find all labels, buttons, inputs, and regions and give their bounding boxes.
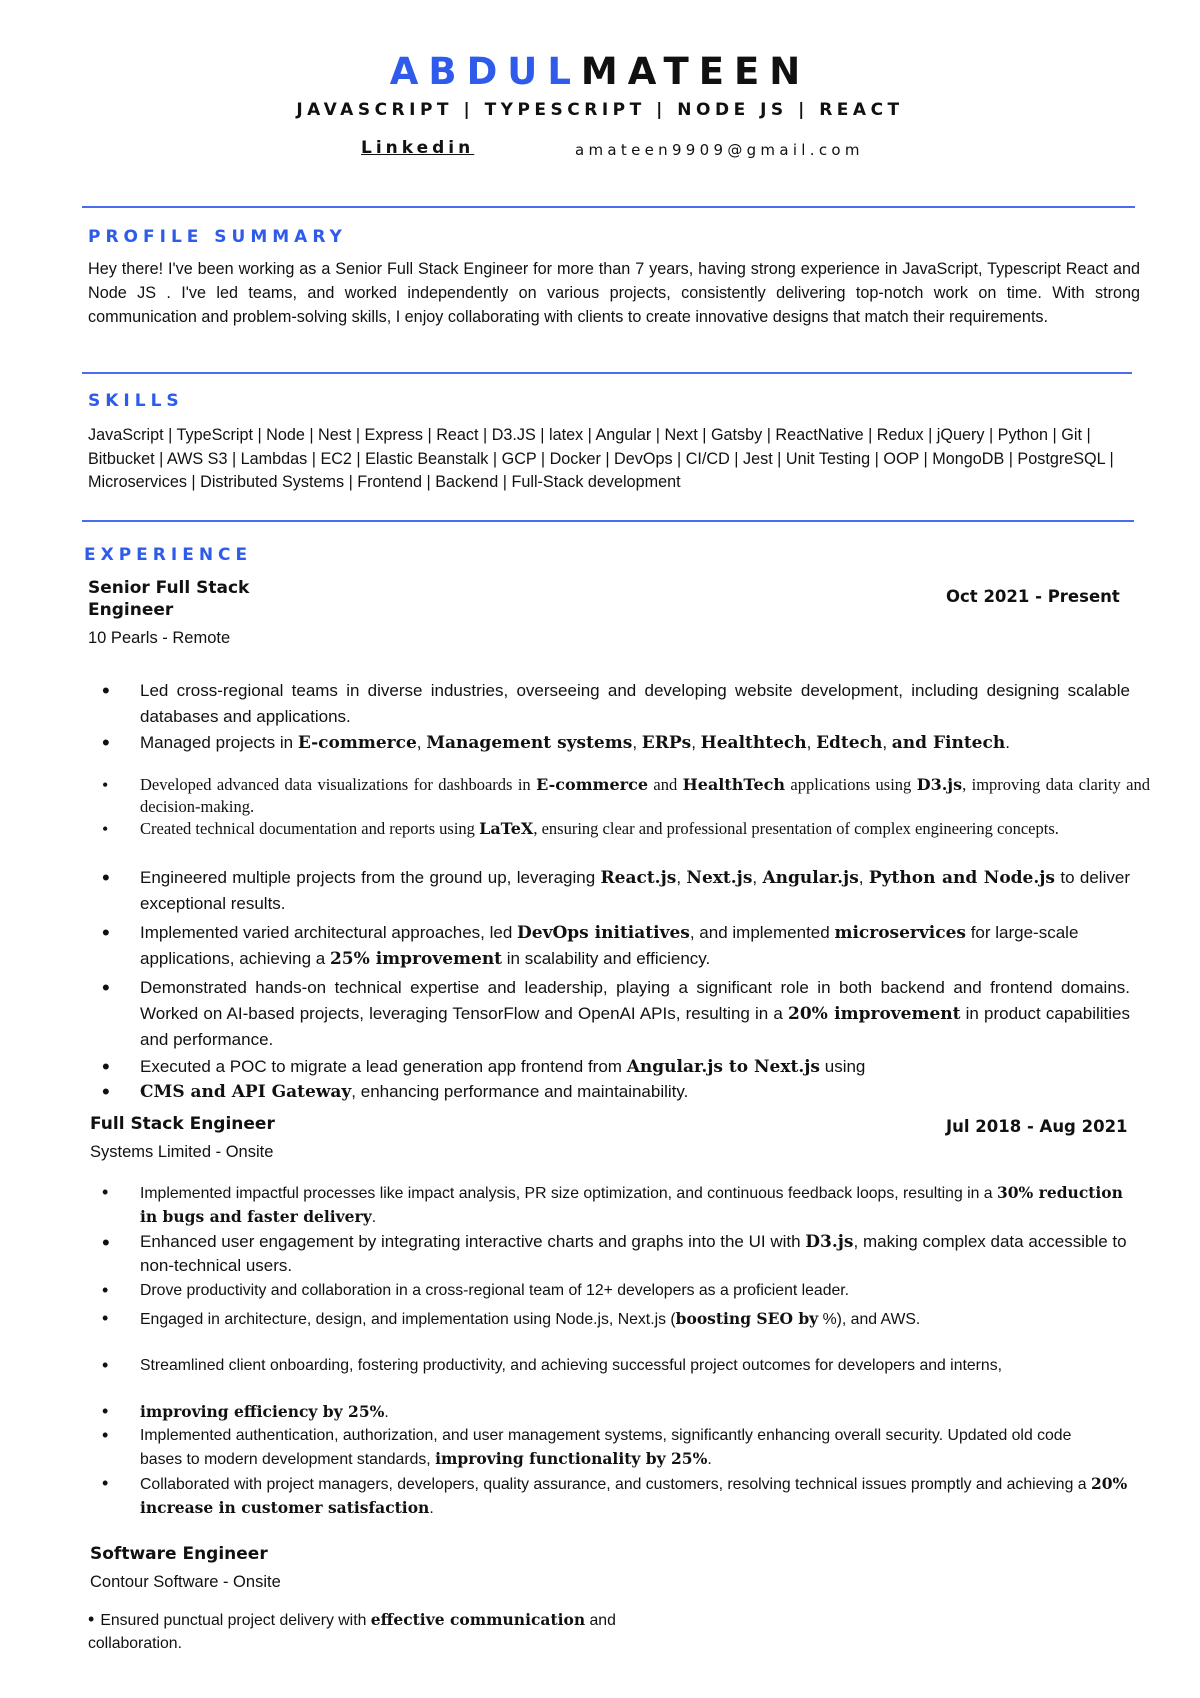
list-item: [102, 774, 1151, 818]
bullet-icon: •: [102, 975, 110, 1000]
bold-text: Angular.js: [762, 868, 859, 888]
bold-text: and Fintech: [891, 733, 1006, 753]
bold-text: D3.js: [805, 1232, 854, 1252]
bold-text: Edtech: [816, 733, 883, 753]
bullet-text: , making complex data accessible to non-technical users.: [140, 1232, 1127, 1275]
divider: [82, 372, 1132, 374]
bullet-text: .: [384, 1404, 389, 1421]
bold-text: improving efficiency by 25%: [140, 1402, 385, 1421]
bullet-text: Managed projects in: [140, 733, 298, 752]
bullet-icon: •: [102, 1079, 110, 1104]
last-name: MATEEN: [580, 50, 811, 93]
bullet-icon: •: [102, 1054, 110, 1079]
bold-text: boosting SEO by: [675, 1309, 819, 1328]
bullet-text: Implemented varied architectural approaches, led: [140, 923, 518, 942]
list-item: [102, 1054, 1130, 1080]
bullet-icon: •: [102, 920, 110, 945]
bold-text: E-commerce: [536, 775, 649, 794]
section-heading-skills: SKILLS: [88, 391, 184, 411]
bold-text: HealthTech: [682, 775, 786, 794]
bullet-text: Developed advanced data visualizations for dashboards in: [140, 775, 537, 794]
divider: [82, 206, 1135, 208]
bullet-icon: •: [102, 678, 110, 703]
bold-text: ERPs: [641, 733, 692, 753]
list-item: [102, 920, 1140, 972]
bold-text: effective communication: [370, 1610, 586, 1629]
list-item: [102, 1307, 1020, 1331]
bullet-text: , and implemented: [689, 923, 835, 942]
bold-text: React.js: [600, 868, 677, 888]
bullet-text: ,: [858, 868, 869, 887]
bullet-text: ,: [676, 868, 687, 887]
email-address[interactable]: amateen9909@gmail.com: [575, 141, 864, 159]
bullet-text: ,: [691, 733, 701, 752]
bullet-text: to deliver exceptional results.: [140, 868, 1130, 913]
tagline: JAVASCRIPT | TYPESCRIPT | NODE JS | REACT: [296, 100, 904, 120]
bold-text: microservices: [834, 923, 966, 943]
bullet-text: , enhancing performance and maintainability.: [351, 1082, 689, 1101]
list-item: [102, 678, 1130, 730]
bullet-text: applications using: [785, 775, 917, 794]
list-item: [88, 1608, 688, 1655]
bullet-text: ,: [632, 733, 642, 752]
bullet-icon: •: [88, 1609, 95, 1629]
bullet-text: .: [707, 1451, 712, 1468]
bold-text: D3.js: [916, 775, 963, 794]
list-item: [102, 1400, 1140, 1424]
bullet-icon: •: [102, 1308, 109, 1328]
bullet-text: ,: [752, 868, 763, 887]
bold-text: Python and Node.js: [868, 868, 1056, 888]
bold-text: CMS and API Gateway: [140, 1082, 352, 1102]
job-company: Contour Software - Onsite: [90, 1573, 281, 1591]
job-company: 10 Pearls - Remote: [88, 629, 231, 647]
bullet-icon: •: [102, 1473, 109, 1493]
bullet-text: Led cross-regional teams in diverse industries, overseeing and developing website development, including designing scalable databases and applications.: [140, 681, 1130, 726]
bullet-text: in scalability and efficiency.: [502, 949, 711, 968]
bullet-text: , ensuring clear and professional presentation of complex engineering concepts.: [533, 819, 1059, 838]
bullet-text: and: [648, 775, 683, 794]
profile-summary-text: Hey there! I've been working as a Senior Full Stack Engineer for more than 7 years, having strong experience in JavaScript, Typescript React and Node JS . I've led teams, and worked independently on various projects, consistently delivering top-notch work on time. With strong communication and problem-solving skills, I enjoy collaborating with clients to create innovative designs that match their requirements.: [88, 260, 1140, 326]
bullet-text: Engineered multiple projects from the ground up, leveraging: [140, 868, 601, 887]
bold-text: 30% reduction in bugs and faster delivery: [140, 1183, 1123, 1226]
bullet-text: Demonstrated hands-on technical expertise and leadership, playing a significant role in both backend and frontend domains. Worked on AI-based projects, leveraging TensorFlow and OpenAI APIs, resulting in a: [140, 978, 1130, 1023]
bullet-text: .: [1005, 733, 1010, 752]
list-item: [102, 975, 1130, 1053]
list-item: [102, 1230, 1140, 1277]
list-item: [102, 1354, 1140, 1377]
section-heading-profile: PROFILE SUMMARY: [88, 227, 347, 247]
bold-text: DevOps initiatives: [517, 923, 690, 943]
bullet-text: ,: [806, 733, 817, 752]
job-dates: Oct 2021 - Present: [946, 587, 1120, 606]
job-title: Full Stack Engineer: [90, 1114, 275, 1134]
bold-text: Angular.js to Next.js: [626, 1057, 821, 1077]
bullet-icon: •: [102, 1401, 109, 1421]
bullet-text: using: [820, 1057, 866, 1076]
bullet-icon: •: [102, 775, 109, 795]
bullet-icon: •: [102, 1182, 109, 1202]
bold-text: improving functionality by 25%: [435, 1449, 708, 1468]
job-title: Senior Full Stack Engineer: [88, 578, 250, 620]
linkedin-link[interactable]: Linkedin: [361, 138, 475, 158]
bullet-icon: •: [102, 819, 109, 839]
list-item: [102, 730, 1130, 756]
list-item: [102, 1424, 1080, 1471]
bullet-icon: •: [102, 1280, 109, 1300]
bold-text: 25% improvement: [329, 949, 503, 969]
bold-text: Healthtech: [700, 733, 807, 753]
bullet-text: Created technical documentation and reports using: [140, 819, 480, 838]
list-item: [102, 865, 1130, 917]
bullet-text: Implemented authentication, authorization, and user management systems, significantly enhancing overall security. Updated old code bases to modern development standards,: [140, 1427, 1072, 1468]
bullet-text: Executed a POC to migrate a lead generation app frontend from: [140, 1057, 627, 1076]
bullet-text: , improving data clarity and decision-making.: [140, 775, 1151, 816]
bold-text: Next.js: [686, 868, 753, 888]
bullet-text: Enhanced user engagement by integrating interactive charts and graphs into the UI with: [140, 1232, 806, 1251]
bullet-text: .: [371, 1209, 377, 1226]
bullet-text: in product capabilities and performance.: [140, 1004, 1130, 1049]
bullet-text: Ensured punctual project delivery with: [100, 1612, 371, 1629]
bold-text: 20% improvement: [788, 1004, 961, 1024]
list-item: [102, 1472, 1140, 1520]
skills-list: JavaScript | TypeScript | Node | Nest | Express | React | D3.JS | latex | Angular | Next | Gatsby | ReactNative | Redux | jQuery | Python | Git | Bitbucket | AWS S3 | Lambdas | EC2 | Elastic Beanstalk | GCP | Docker | DevOps | CI/CD | Jest | Unit Testing | OOP | MongoDB | PostgreSQL | Microservices | Distributed Systems | Frontend | Backend | Full-Stack development: [88, 426, 1114, 491]
bold-text: E-commerce: [297, 733, 417, 753]
bullet-icon: •: [102, 1425, 109, 1445]
bullet-text: %), and AWS.: [818, 1311, 921, 1328]
section-heading-experience: EXPERIENCE: [84, 545, 253, 565]
bullet-text: and collaboration.: [88, 1612, 616, 1652]
bold-text: LaTeX: [479, 819, 534, 838]
list-item: [102, 1181, 1140, 1229]
bold-text: Management systems: [426, 733, 633, 753]
bullet-text: ,: [416, 733, 427, 752]
list-item: [102, 1079, 1130, 1105]
first-name: ABDUL: [389, 50, 581, 93]
bullet-icon: •: [102, 730, 110, 755]
bullet-text: Collaborated with project managers, developers, quality assurance, and customers, resolving technical issues promptly and achieving a: [140, 1476, 1091, 1493]
list-item: [102, 818, 1100, 840]
bullet-text: Streamlined client onboarding, fostering productivity, and achieving successful project outcomes for developers and interns,: [140, 1357, 1002, 1374]
bullet-text: for large-scale applications, achieving a: [140, 923, 1079, 968]
bullet-icon: •: [102, 1355, 109, 1375]
list-item: [102, 1279, 1140, 1302]
bullet-icon: •: [102, 1230, 110, 1255]
bold-text: 20% increase in customer satisfaction: [140, 1474, 1128, 1517]
job-title: Software Engineer: [90, 1544, 268, 1564]
job-dates: Jul 2018 - Aug 2021: [946, 1117, 1128, 1136]
bullet-text: Engaged in architecture, design, and implementation using Node.js, Next.js (: [140, 1311, 676, 1328]
bullet-icon: •: [102, 865, 110, 890]
bullet-text: Implemented impactful processes like impact analysis, PR size optimization, and continuous feedback loops, resulting in a: [140, 1185, 997, 1202]
bullet-text: Drove productivity and collaboration in a cross-regional team of 12+ developers as a proficient leader.: [140, 1282, 850, 1299]
bullet-text: .: [429, 1500, 434, 1517]
bullet-text: ,: [882, 733, 892, 752]
job-company: Systems Limited - Onsite: [90, 1143, 274, 1161]
candidate-name: [0, 50, 1200, 93]
divider: [82, 520, 1134, 522]
